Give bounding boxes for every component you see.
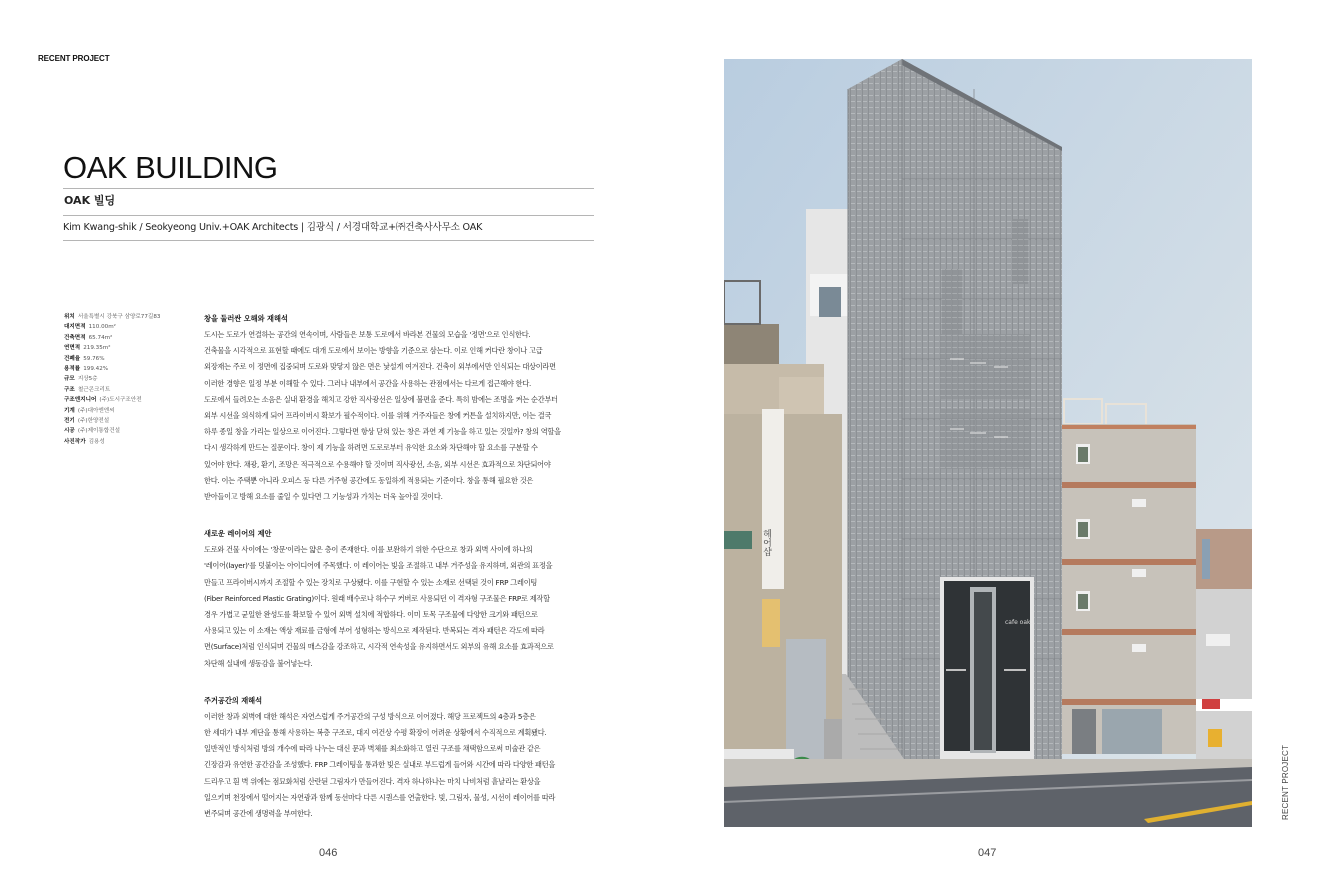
section-heading: 창을 둘러싼 오해와 재해석: [204, 314, 288, 323]
article-body: [204, 310, 596, 842]
info-gross-area: 연면적 219.35m²: [64, 345, 111, 352]
section-heading: 주거공간의 재해석: [204, 695, 263, 705]
info-far: 용적률 199.42%: [64, 366, 109, 373]
title-block: [63, 150, 594, 241]
section-paragraph: 도시는 도로가 연결하는 공간의 연속이며, 사람들은 보통 도로에서 바라본 건물의 모습을 '정면'으로 인식한다. 건축물을 시각적으로 표현할 때에도 대개 도로에서 보이는 방향을 기준으로 삼는다. 이로 인해 커다란 창이나 고급 외장재는 주로 이 정면에 집중되며 도로와 맞닿지 않은 면은 낯설게 여겨진다. 건축이 외부에서만 인식되는 대상이라면 이러한 경향은 일정 부분 이해할 수 있다. 그러나 내부에서 공간을 사용하는 관점에서는 다르게 접근해야 한다. 도로에서 들려오는 소음은 실내 환경을 해치고 강한 직사광선은 일상에 불편을 준다. 특히 밤에는 조명을 켜는 순간부터 외부 시선을 의식하게 되어 프라이버시 확보가 필수적이다. 이를 위해 거주자들은 창에 커튼을 설치하지만, 이는 결국 하루 종일 창을 가리는 일상으로 이어진다. 그렇다면 항상 닫혀 있는 창은 과연 제 기능을 하고 있는 것일까? 창의 역할을 다시 생각하게 만드는 질문이다. 창이 제 기능을 하려면 도로로부터 유익한 요소와 차단해야 할 요소를 구분할 수 있어야 한다. 채광, 환기, 조망은 적극적으로 수용해야 할 것이며 직사광선, 소음, 외부 시선은 효과적으로 차단되어야 한다. 이는 주택뿐 아니라 오피스 등 다른 거주형 공간에도 동일하게 적용되는 기준이다. 창을 통해 필요한 것은 받아들이고 방해 요소를 줄일 수 있다면 그 기능성과 가치는 더욱 높아질 것이다.: [204, 330, 561, 502]
divider: [63, 240, 594, 241]
project-title: OAK BUILDING: [63, 150, 278, 185]
page-number-right: 047: [978, 847, 997, 859]
info-contractor: 시공 (주)제이통합건설: [64, 428, 121, 435]
info-location: 위치 서울특별시 강북구 삼양로77길83: [64, 314, 161, 320]
section-heading: 새로운 레이어의 제안: [204, 529, 272, 539]
hair-shop-sign: 헤어샵: [761, 529, 771, 556]
article-section: [204, 692, 596, 822]
info-coverage: 건폐율 59.76%: [64, 355, 105, 362]
info-photographer: 사진작가 김용성: [64, 438, 105, 445]
info-scale: 규모 지상5층: [64, 376, 98, 383]
info-structure: 구조 철근콘크리트: [64, 386, 111, 393]
section-tag: RECENT PROJECT: [38, 54, 110, 63]
section-paragraph: 이러한 창과 외벽에 대한 해석은 자연스럽게 주거공간의 구성 방식으로 이어졌다. 해당 프로젝트의 4층과 5층은 한 세대가 내부 계단을 통해 사용하는 복층 구조로, 대지 여건상 수평 확장이 어려운 상황에서 수직적으로 계획됐다. 일반적인 방식처럼 방의 개수에 따라 나누는 대신 문과 벽체를 최소화하고 열린 구조를 채택함으로써 미술관 같은 긴장감과 유연한 공간감을 조성했다. FRP 그레이팅을 통과한 빛은 실내로 부드럽게 들어와 시간에 따라 다양한 패턴을 드리우고 흰 벽 위에는 점묘화처럼 산란된 그림자가 만들어진다. 격자 하나하나는 마치 나비처럼 흩날리는 환상을 일으키며 천장에서 떨어지는 자연광과 함께 동선마다 다른 시퀀스를 연출한다. 빛, 그림자, 물성, 시선이 레이어를 따라 변주되며 공간에 생명력을 부여한다.: [204, 711, 556, 819]
side-section-tag: RECENT PROJECT: [1281, 744, 1290, 820]
info-structural-engineer: 구조엔지니어 (주)도시구조안전: [64, 397, 142, 404]
project-title-korean: OAK 빌딩: [64, 194, 116, 207]
article-section: [204, 310, 596, 505]
building-photo: [724, 59, 1252, 827]
info-site-area: 대지면적 110.00m²: [64, 324, 116, 331]
info-mechanical: 기계 (주)대아엔엔씨: [64, 407, 115, 414]
info-building-area: 건축면적 65.74m²: [64, 334, 113, 341]
project-info: [64, 312, 194, 447]
architect-credits: Kim Kwang-shik / Seokyeong Univ.+OAK Architects | 김광식 / 서경대학교+㈜건축사사무소 OAK: [63, 222, 483, 233]
cafe-sign: cafe oak: [1005, 619, 1031, 626]
info-electrical: 전기 (주)한양전설: [64, 418, 110, 425]
article-section: [204, 525, 596, 672]
page-number-left: 046: [319, 847, 338, 859]
section-paragraph: 도로와 건물 사이에는 '창문'이라는 얇은 층이 존재한다. 이를 보완하기 위한 수단으로 창과 외벽 사이에 하나의 '레이어(layer)'를 덧붙이는 아이디어에 주목했다. 이 레이어는 빛을 조절하고 내부 거주성을 유지하며, 외관의 표정을 만들고 프라이버시까지 조절할 수 있는 장치로 구상됐다. 이를 구현할 수 있는 소재로 선택된 것이 FRP 그레이팅 (Fiber Reinforced Plastic Grating)이다. 원래 배수로나 하수구 커버로 사용되던 이 격자형 구조물은 FRP로 제작할 경우 가볍고 균일한 완성도를 확보할 수 있어 외벽 설치에 적합하다. 이미 토목 구조물에 다양한 크기와 패턴으로 사용되고 있는 이 소재는 액상 재료를 금형에 부어 성형하는 방식으로 제작된다. 반복되는 격자 패턴은 각도에 따라 면(Surface)처럼 인식되며 건물의 매스감을 강조하고, 시각적 연속성을 유지하면서도 외부의 유해 요소를 효과적으로 차단해 실내에 생동감을 불어넣는다.: [204, 545, 554, 668]
